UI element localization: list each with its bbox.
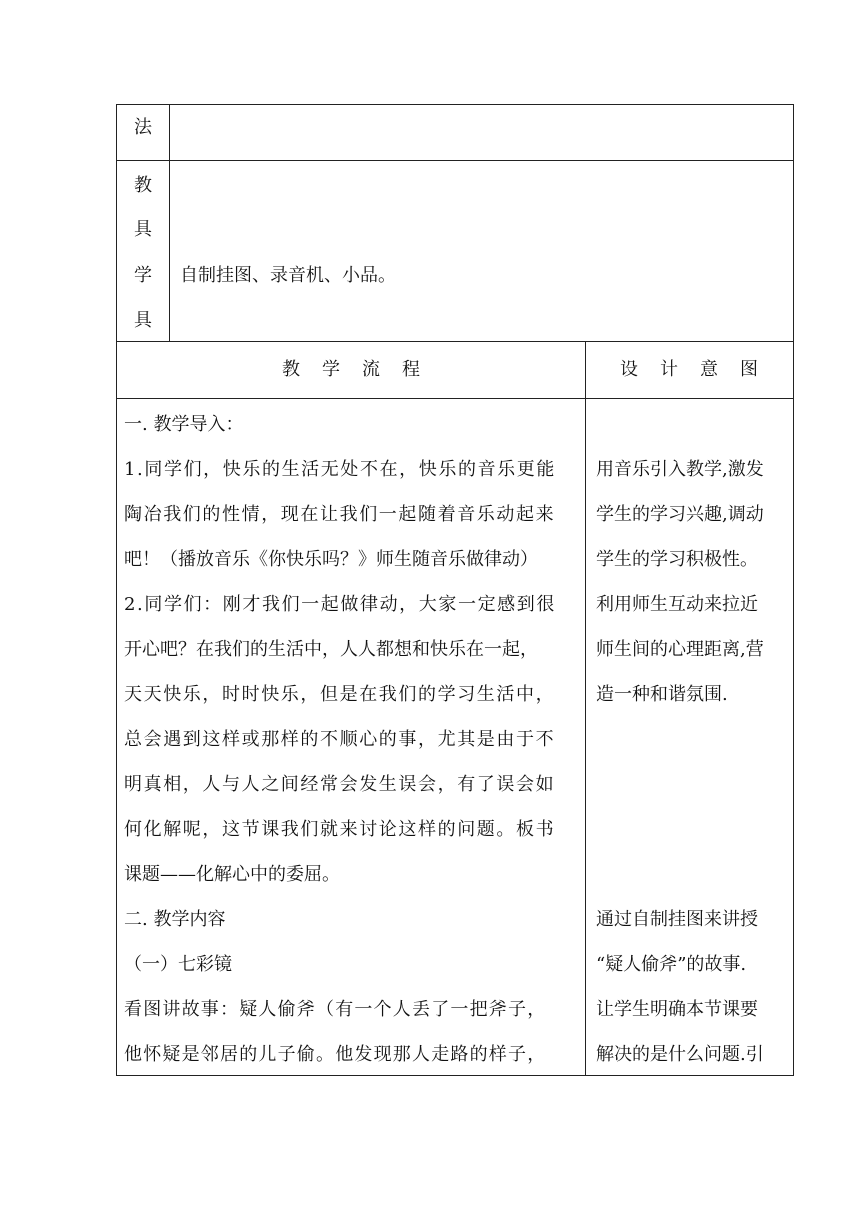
table-rule: [585, 341, 586, 1076]
flow-line: 二. 教学内容: [124, 909, 226, 930]
tools-content: 自制挂图、录音机、小品。: [180, 265, 396, 286]
flow-line: 明真相，人与人之间经常会发生误会，有了误会如: [124, 774, 556, 795]
flow-line: 一. 教学导入：: [124, 414, 244, 435]
flow-header: 教学流程: [282, 359, 442, 380]
tools-label-char: 具: [134, 219, 152, 240]
flow-line: 吧！（播放音乐《你快乐吗？》师生随音乐做律动）: [124, 549, 538, 570]
flow-line: 看图讲故事：疑人偷斧（有一个人丢了一把斧子，: [124, 999, 547, 1020]
flow-line: （一）七彩镜: [124, 954, 232, 975]
flow-line: 2.同学们：刚才我们一起做律动，大家一定感到很: [124, 594, 556, 615]
table-rule: [169, 104, 170, 341]
tools-label-char: 学: [134, 265, 152, 286]
intent-line: 通过自制挂图来讲授: [596, 909, 758, 930]
flow-line: 开心吧？在我们的生活中，人人都想和快乐在一起，: [124, 639, 538, 660]
intent-line: 造一种和谐氛围.: [596, 684, 728, 705]
intent-header: 设计意图: [620, 359, 780, 380]
intent-line: 让学生明确本节课要: [596, 999, 758, 1020]
method-label: 法: [134, 117, 152, 138]
intent-line: 用音乐引入教学,激发: [596, 459, 764, 480]
flow-line: 陶冶我们的性情，现在让我们一起随着音乐动起来: [124, 504, 556, 525]
intent-line: 利用师生互动来拉近: [596, 594, 758, 615]
flow-line: 1.同学们，快乐的生活无处不在，快乐的音乐更能: [124, 459, 556, 480]
intent-line: “疑人偷斧”的故事.: [596, 954, 747, 975]
intent-line: 解决的是什么问题.引: [596, 1044, 764, 1065]
table-rule: [116, 398, 794, 399]
intent-line: 师生间的心理距离,营: [596, 639, 764, 660]
flow-line: 他怀疑是邻居的儿子偷。他发现那人走路的样子，: [124, 1044, 547, 1065]
tools-label-char: 具: [134, 310, 152, 331]
flow-line: 总会遇到这样或那样的不顺心的事，尤其是由于不: [124, 729, 556, 750]
intent-line: 学生的学习积极性。: [596, 549, 758, 570]
flow-line: 何化解呢，这节课我们就来讨论这样的问题。板书: [124, 819, 556, 840]
tools-label-char: 教: [134, 175, 152, 196]
flow-line: 课题——化解心中的委屈。: [124, 864, 340, 885]
flow-line: 天天快乐，时时快乐，但是在我们的学习生活中，: [124, 684, 556, 705]
intent-line: 学生的学习兴趣,调动: [596, 504, 764, 525]
table-rule: [116, 160, 794, 161]
table-rule: [116, 341, 794, 342]
